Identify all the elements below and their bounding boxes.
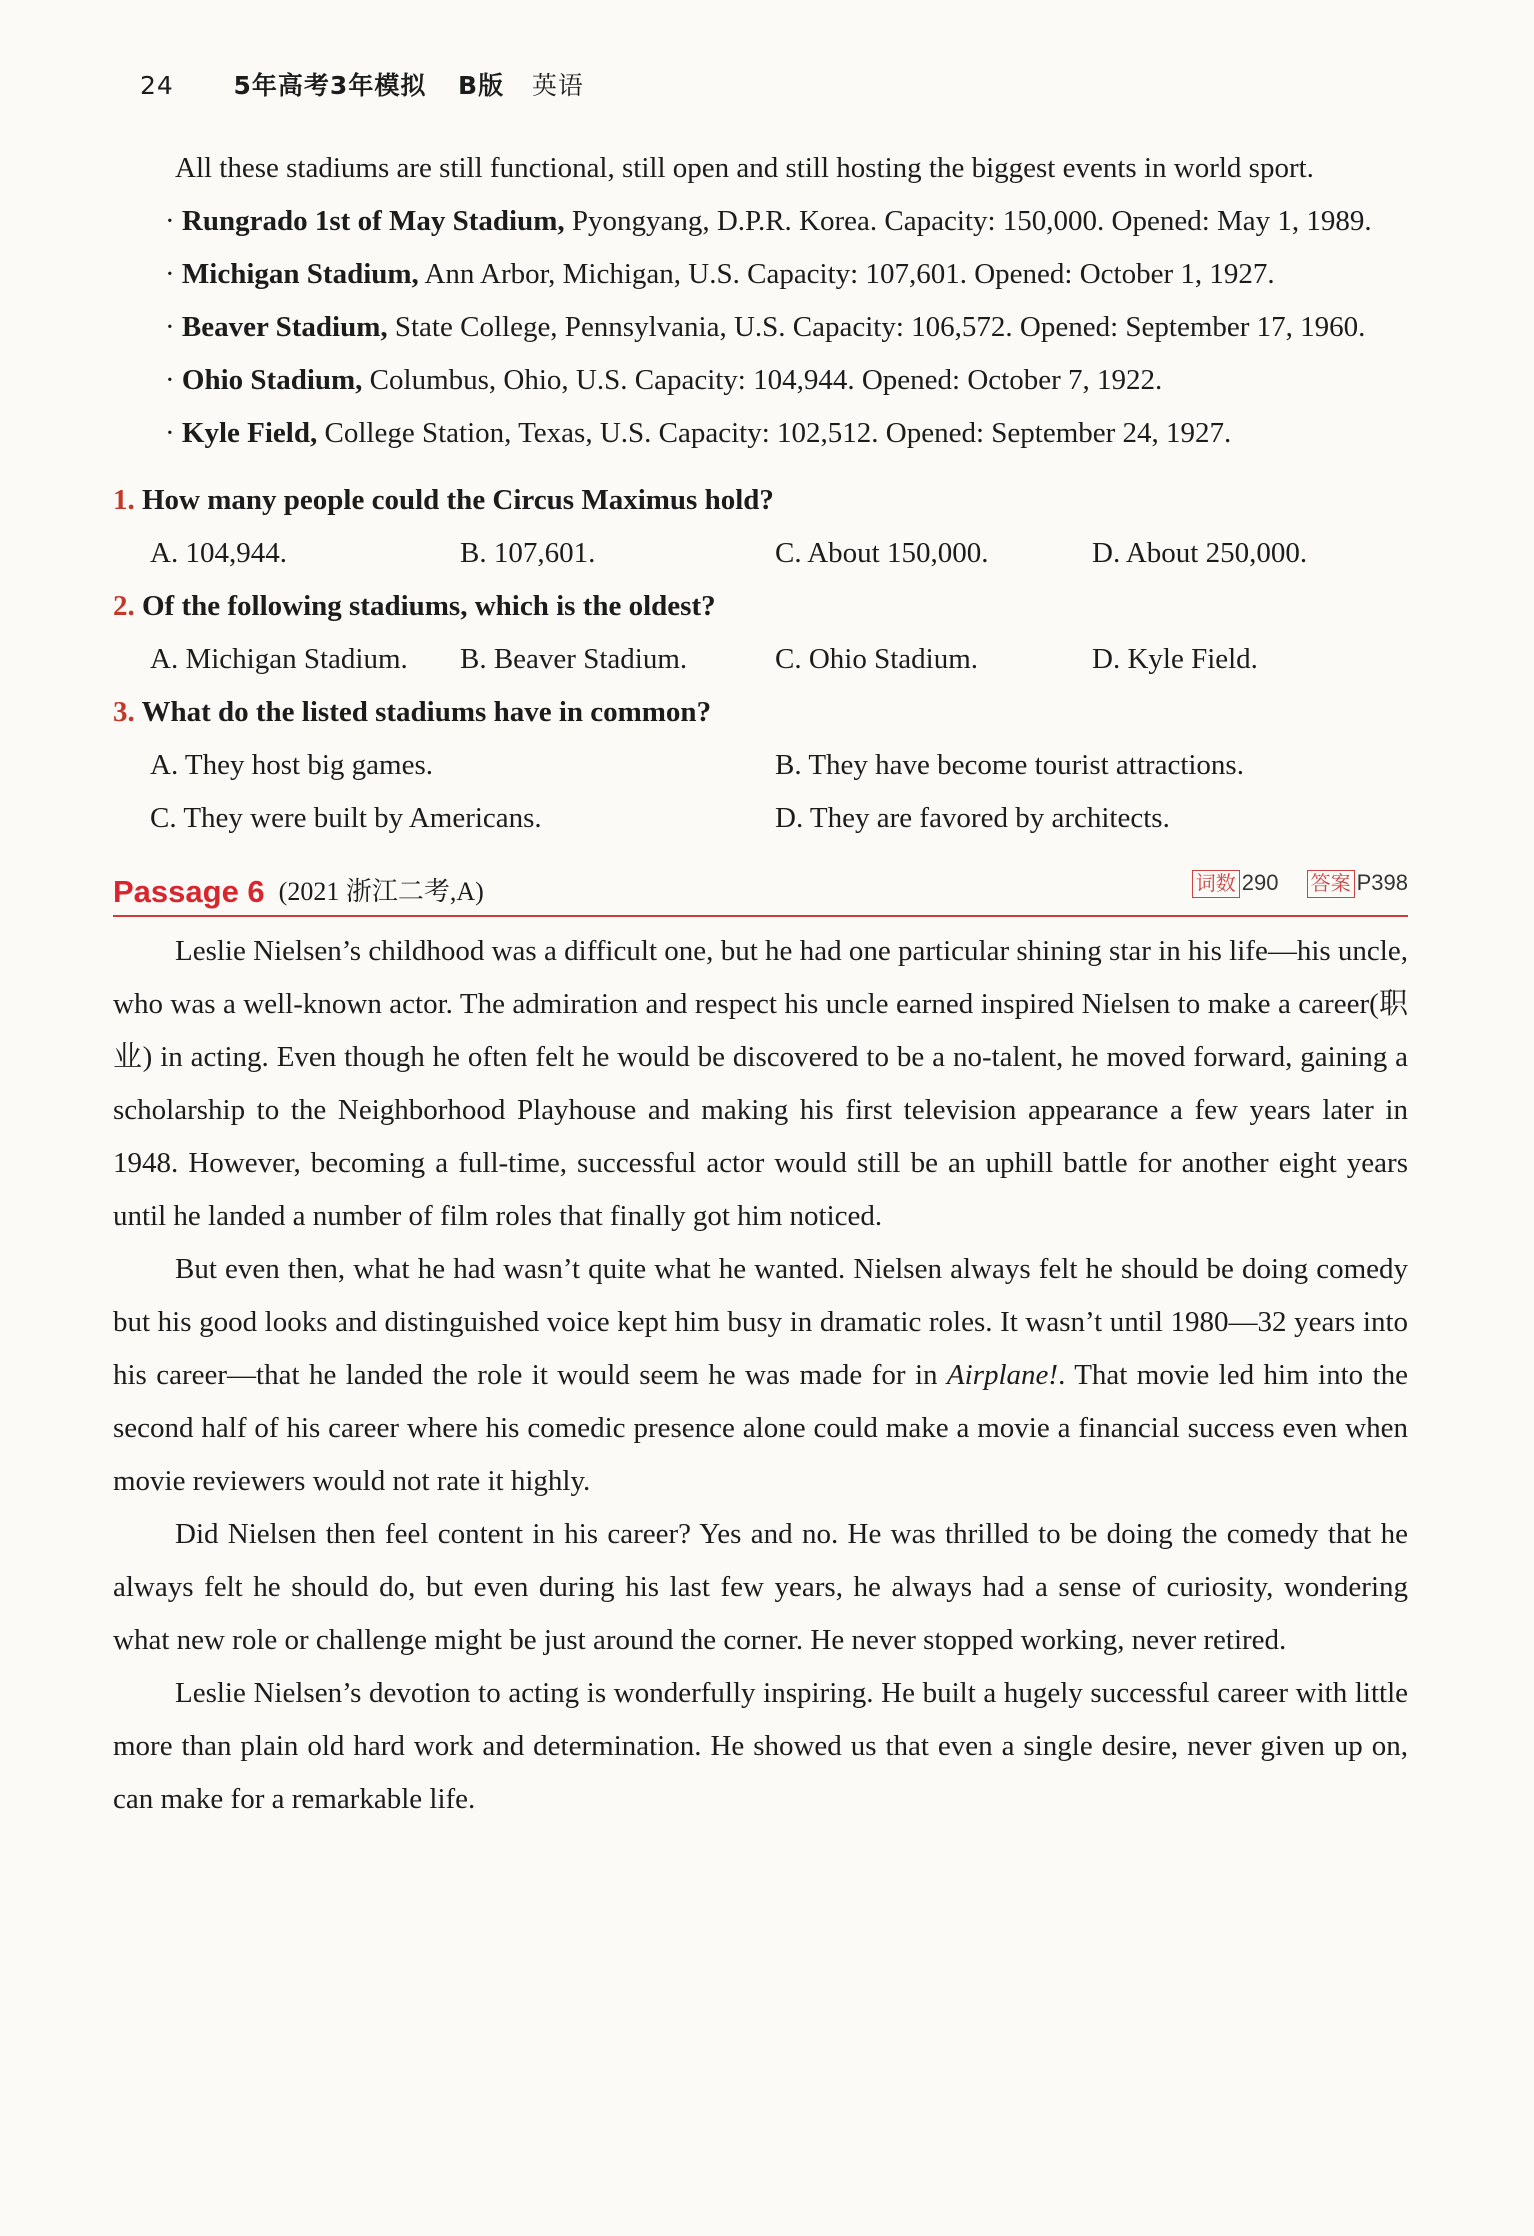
passage-paragraph-4: Leslie Nielsen’s devotion to acting is wonderfully inspiring. He built a hugely successful career with little more than plain old hard work and determination. He showed us that even a single desire, never given up on, can make for a remarkable life. [113, 1677, 1408, 1815]
answer-page: P398 [1356, 870, 1408, 895]
answer-label: 答案 [1307, 870, 1355, 898]
option-c: C. Ohio Stadium. [775, 643, 979, 675]
bullet-dot: · [165, 205, 175, 237]
question-text: Of the following stadiums, which is the oldest? [142, 590, 716, 622]
option-a: A. Michigan Stadium. [150, 643, 408, 675]
question-number: 2. [113, 590, 135, 622]
page-number: 24 [140, 71, 174, 100]
passage-paragraph-1: Leslie Nielsen’s childhood was a difficult one, but he had one particular shining star in his life—his uncle, who was a well-known actor. The admiration and respect his uncle earned inspired Nielsen to make a career(职业) in acting. Even though he often felt he would be discovered to be a no-talent, he moved forward, gaining a scholarship to the Neighborhood Playhouse and making his first television appearance a few years later in 1948. However, becoming a full-time, successful actor would still be an uphill battle for another eight years until he landed a number of film roles that finally got him noticed. [113, 935, 1408, 1232]
passage-title: Passage 6 [113, 874, 265, 909]
stadium-name: Kyle Field, [181, 417, 318, 449]
question-3-options-row1 [113, 739, 1408, 792]
stadium-item [113, 407, 1408, 460]
stadium-details: Columbus, Ohio, U.S. Capacity: 104,944. Opened: October 7, 1922. [362, 364, 1163, 396]
bullet-dot: · [165, 311, 175, 343]
stadium-name: Ohio Stadium, [181, 364, 363, 396]
question-number: 3. [113, 696, 135, 728]
word-count: 290 [1241, 870, 1279, 895]
passage-paragraph-2 [113, 1243, 1408, 1508]
bullet-dot: · [165, 364, 175, 396]
page-content [113, 142, 1408, 1826]
option-c: C. About 150,000. [775, 537, 989, 569]
question-3 [113, 686, 1408, 739]
option-b: B. Beaver Stadium. [460, 643, 688, 675]
stadium-details: College Station, Texas, U.S. Capacity: 102,512. Opened: September 24, 1927. [317, 417, 1232, 449]
stadium-details: Pyongyang, D.P.R. Korea. Capacity: 150,000. Opened: May 1, 1989. [564, 205, 1372, 237]
edition-label: B版 [458, 71, 505, 100]
passage-paragraph-3: Did Nielsen then feel content in his career? Yes and no. He was thrilled to be doing the comedy that he always felt he should do, but even during his last few years, he always had a sense of curiosity, wondering what new role or challenge might be just around the corner. He never stopped working, never retired. [113, 1518, 1408, 1656]
passage-body [113, 925, 1408, 1826]
option-d: D. About 250,000. [1092, 537, 1308, 569]
paragraph-text: But even then, what he had wasn’t quite what he wanted. Nielsen always felt he should be doing comedy but his good looks and distinguished voice kept him busy in dramatic roles. It wasn’t until 1980—32 years into his career—that he landed the role it would seem he was made for in [113, 1253, 1408, 1391]
movie-title: Airplane! [946, 1359, 1059, 1391]
question-text: What do the listed stadiums have in common? [141, 696, 712, 728]
book-title: 5年高考3年模拟 [233, 71, 427, 100]
option-b: B. They have become tourist attractions. [775, 749, 1244, 781]
intro-paragraph: All these stadiums are still functional, still open and still hosting the biggest events in world sport. [175, 152, 1314, 184]
page-header [140, 66, 584, 102]
option-b: B. 107,601. [460, 537, 596, 569]
option-d: D. They are favored by architects. [775, 802, 1170, 834]
stadium-name: Beaver Stadium, [181, 311, 388, 343]
passage-header [113, 859, 1408, 917]
question-number: 1. [113, 484, 135, 516]
option-a: A. They host big games. [150, 749, 433, 781]
question-1-options [113, 527, 1408, 580]
stadium-item [113, 195, 1408, 248]
question-3-options-row2 [113, 792, 1408, 845]
question-2-options [113, 633, 1408, 686]
paragraph-text: . That movie led him into the second half of his career where his comedic presence alone could make a movie a financial success even when movie reviewers would not rate it highly. [113, 1359, 1408, 1497]
question-2 [113, 580, 1408, 633]
stadium-details: State College, Pennsylvania, U.S. Capacity: 106,572. Opened: September 17, 1960. [387, 311, 1366, 343]
option-c: C. They were built by Americans. [150, 802, 542, 834]
stadium-item [113, 248, 1408, 301]
question-text: How many people could the Circus Maximus hold? [142, 484, 774, 516]
passage-meta [1192, 856, 1408, 909]
option-a: A. 104,944. [150, 537, 287, 569]
option-d: D. Kyle Field. [1092, 643, 1258, 675]
stadium-name: Rungrado 1st of May Stadium, [181, 205, 565, 237]
stadium-item [113, 301, 1408, 354]
subject-label: 英语 [531, 71, 584, 100]
stadium-item [113, 354, 1408, 407]
bullet-dot: · [165, 417, 175, 449]
stadium-name: Michigan Stadium, [181, 258, 419, 290]
word-count-label: 词数 [1192, 870, 1240, 898]
passage-source: (2021 浙江二考,A) [278, 877, 484, 906]
bullet-dot: · [165, 258, 175, 290]
stadium-details: Ann Arbor, Michigan, U.S. Capacity: 107,601. Opened: October 1, 1927. [418, 258, 1275, 290]
question-1 [113, 474, 1408, 527]
